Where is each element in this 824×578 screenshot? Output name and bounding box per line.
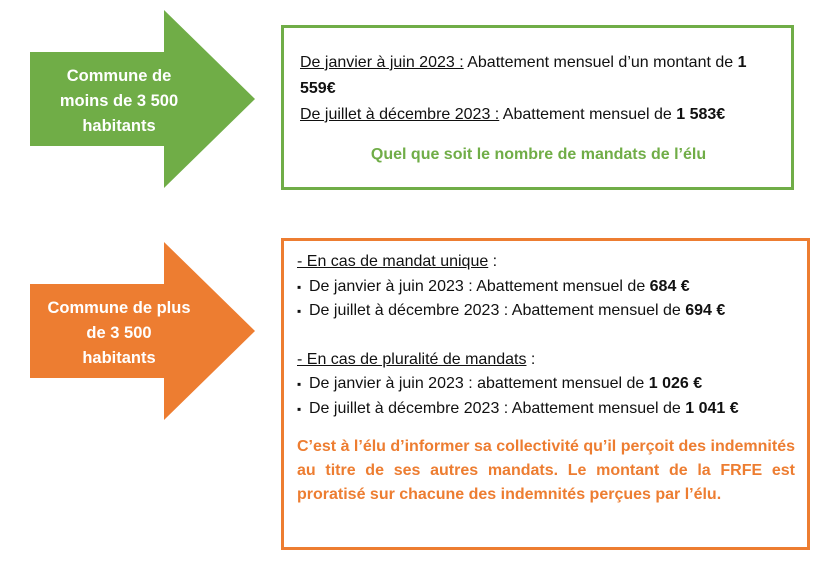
bullet-icon: ▪: [297, 401, 302, 416]
list-item-text: De juillet à décembre 2023 : Abattement mensuel de: [309, 302, 686, 319]
period1-text: Abattement mensuel d’un montant de: [463, 54, 738, 71]
single-mandate-heading-text: - En cas de mandat unique: [297, 253, 489, 270]
large-commune-box: [281, 238, 810, 550]
list-item-text: De juillet à décembre 2023 : Abattement mensuel de: [309, 399, 686, 417]
period1-label: De janvier à juin 2023 :: [300, 54, 464, 71]
list-item-text: De janvier à juin 2023 : abattement mensuel de: [309, 375, 649, 392]
orange-arrow-label-line: de 3 500: [86, 324, 152, 342]
list-item: [297, 275, 795, 300]
green-arrow-label: [30, 64, 208, 139]
orange-arrow-label: [30, 296, 208, 371]
small-commune-period2: [300, 102, 777, 128]
period2-amount: 1 583€: [676, 106, 726, 123]
orange-arrow: [30, 242, 255, 420]
multiple-mandates-heading: [297, 348, 795, 373]
bullet-icon: ▪: [297, 304, 302, 318]
green-arrow: [30, 10, 255, 188]
bullet-icon: ▪: [297, 279, 302, 294]
orange-arrow-label-line: habitants: [82, 349, 156, 367]
period2-text: Abattement mensuel de: [499, 106, 677, 123]
list-item: [297, 299, 795, 324]
list-item: [297, 372, 795, 397]
bullet-icon: ▪: [297, 377, 302, 391]
large-commune-note: C’est à l’élu d’informer sa collectivité qu’il perçoit des indemnités au titre de ses autres mandats. Le montant de la FRFE est proratisé sur chacune des indemnités perçues par l’élu.: [297, 438, 795, 503]
orange-arrow-label-line: Commune de plus: [47, 299, 191, 317]
single-mandate-heading: [297, 250, 795, 275]
list-item-amount: 1 041 €: [685, 399, 739, 417]
green-arrow-label-line: Commune de: [66, 67, 172, 85]
small-commune-note: Quel que soit le nombre de mandats de l’élu: [370, 146, 707, 163]
list-item-amount: 1 026 €: [648, 375, 703, 392]
period1-amount: 1 559€: [300, 54, 747, 97]
list-item: [297, 397, 795, 422]
multiple-mandates-heading-text: - En cas de pluralité de mandats: [297, 350, 527, 368]
single-mandate-heading-suffix: :: [488, 253, 498, 270]
multiple-mandates-heading-suffix: :: [526, 350, 536, 368]
small-commune-box: [281, 25, 794, 190]
green-arrow-label-line: habitants: [82, 117, 156, 135]
green-arrow-label-line: moins de 3 500: [59, 92, 179, 110]
spacer: [297, 324, 795, 348]
list-item-amount: 694 €: [685, 302, 726, 319]
period2-label: De juillet à décembre 2023 :: [300, 106, 500, 123]
list-item-text: De janvier à juin 2023 : Abattement mensuel de: [309, 277, 650, 295]
small-commune-period1: [300, 50, 777, 102]
list-item-amount: 684 €: [649, 277, 690, 295]
